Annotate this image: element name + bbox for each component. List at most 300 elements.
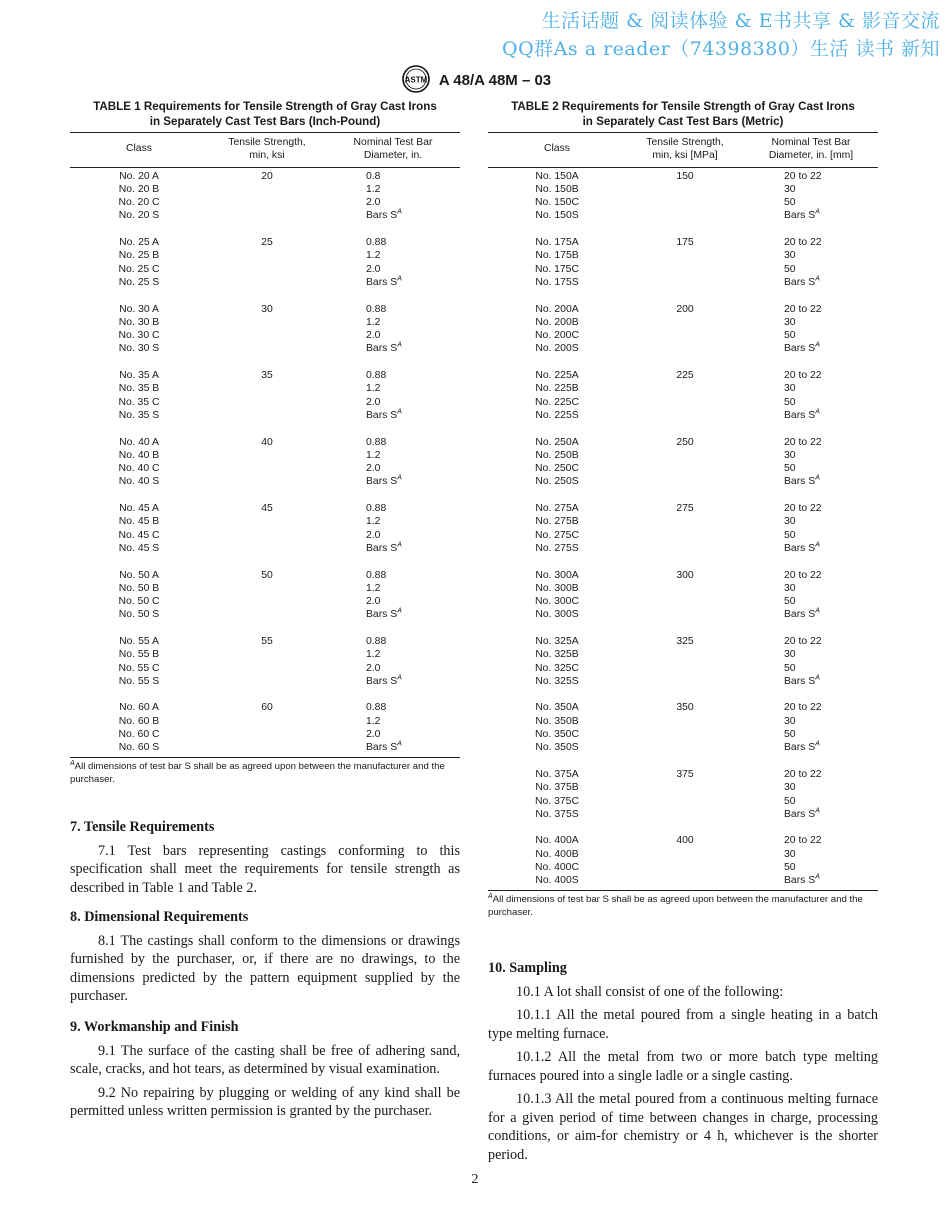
diameter-cell: 20 to 22 [784, 635, 822, 647]
class-cell: No. 45 S [118, 542, 160, 554]
diameter-cell: 50 [784, 463, 796, 475]
class-group [488, 834, 878, 887]
class-group [70, 436, 460, 489]
class-column [70, 303, 208, 356]
diameter-cell: 0.88 [366, 436, 387, 448]
watermark-line-1: 生活话题 & 阅读体验 & E书共享 & 影音交流 [541, 10, 940, 32]
diameter-cell: Bars $S^A$ [784, 740, 820, 754]
strength-cell: 55 [261, 635, 273, 647]
class-cell: No. 350B [535, 715, 579, 727]
class-cell: No. 250B [535, 449, 579, 461]
diameter-cell: Bars $S^A$ [366, 740, 402, 754]
table2-title: TABLE 2 Requirements for Tensile Strength of Gray Cast Irons in Separately Cast Test Bars (Metric) [511, 100, 855, 128]
strength-cell: 45 [261, 503, 273, 515]
diameter-cell: 50 [784, 197, 796, 209]
class-cell: No. 55 A [119, 635, 159, 647]
strength-column [208, 369, 326, 422]
class-cell: No. 325S [535, 675, 579, 687]
diameter-cell: Bars $S^A$ [366, 674, 402, 687]
class-cell: No. 50 C [118, 596, 160, 608]
class-group [70, 569, 460, 622]
diameter-cell: 30 [784, 649, 796, 661]
class-cell: No. 325A [535, 635, 579, 647]
diameter-cell: 1.2 [366, 383, 381, 395]
class-cell: No. 350C [535, 729, 579, 741]
diameter-cell: Bars $S^A$ [784, 674, 820, 687]
class-group [488, 635, 878, 688]
class-cell: No. 50 A [119, 569, 159, 581]
table2 [488, 132, 878, 891]
col-class-header: Class [126, 143, 152, 154]
col-diameter-header: Nominal Test Bar Diameter, in. [mm] [768, 137, 854, 162]
footnote-marker: A [397, 541, 402, 549]
diameter-cell: 2.0 [366, 396, 381, 408]
class-group [488, 569, 878, 622]
diameter-cell: Bars $S^A$ [784, 209, 820, 222]
class-cell: No. 250A [535, 436, 579, 448]
class-cell: No. 30 S [118, 343, 160, 355]
class-cell: No. 30 B [118, 316, 160, 328]
diameter-cell: 0.88 [366, 702, 387, 714]
class-column [488, 768, 626, 821]
diameter-cell: 30 [784, 383, 796, 395]
class-cell: No. 55 C [118, 662, 160, 674]
strength-cell: 375 [676, 768, 694, 780]
diameter-cell: 30 [784, 516, 796, 528]
diameter-cell: 50 [784, 330, 796, 342]
class-cell: No. 225S [535, 409, 579, 421]
table1 [70, 132, 460, 758]
strength-cell: 60 [261, 702, 273, 714]
table1-body [70, 168, 460, 757]
diameter-cell: Bars $S^A$ [784, 807, 820, 820]
class-column [488, 436, 626, 489]
class-cell: No. 300A [535, 569, 579, 581]
class-cell: No. 45 B [118, 516, 160, 528]
diameter-column [326, 635, 460, 688]
footnote-marker: A [815, 209, 820, 217]
class-cell: No. 175C [535, 263, 579, 275]
diameter-cell: 2.0 [366, 463, 381, 475]
strength-column [626, 303, 744, 356]
class-cell: No. 150C [535, 197, 579, 209]
diameter-cell: Bars $S^A$ [366, 408, 402, 421]
class-cell: No. 225B [535, 383, 579, 395]
section-10 [488, 959, 878, 1169]
class-column [488, 236, 626, 289]
diameter-cell: Bars $S^A$ [366, 474, 402, 488]
diameter-column [744, 635, 878, 688]
diameter-column [326, 436, 460, 489]
diameter-cell: Bars $S^A$ [366, 341, 402, 355]
class-cell: No. 375S [535, 808, 579, 820]
strength-cell: 50 [261, 569, 273, 581]
class-cell: No. 225A [535, 370, 579, 382]
class-column [488, 834, 626, 887]
diameter-cell: 20 to 22 [784, 370, 822, 382]
class-cell: No. 200C [535, 330, 579, 342]
diameter-cell: Bars $S^A$ [784, 607, 820, 621]
class-group [488, 369, 878, 422]
diameter-cell: 50 [784, 795, 796, 807]
strength-cell: 150 [676, 170, 694, 182]
class-cell: No. 225C [535, 396, 579, 408]
diameter-cell: 50 [784, 263, 796, 275]
class-cell: No. 200A [535, 303, 579, 315]
class-cell: No. 60 S [118, 742, 160, 754]
strength-column [208, 170, 326, 223]
footnote-marker: A [815, 408, 820, 416]
diameter-column [326, 236, 460, 289]
strength-cell: 225 [676, 370, 694, 382]
col-strength-header: Tensile Strength, min, ksi [MPa] [646, 137, 724, 162]
class-group [488, 502, 878, 555]
diameter-column [744, 236, 878, 289]
strength-column [626, 236, 744, 289]
class-group [70, 635, 460, 688]
diameter-cell: Bars $S^A$ [366, 607, 402, 621]
class-cell: No. 40 S [118, 476, 160, 488]
class-cell: No. 40 B [118, 449, 160, 461]
footnote-marker: A [815, 873, 820, 881]
diameter-cell: Bars $S^A$ [784, 474, 820, 488]
section-9 [70, 1018, 460, 1126]
diameter-cell: 1.2 [366, 316, 381, 328]
diameter-cell: 2.0 [366, 729, 381, 741]
class-cell: No. 25 A [119, 237, 159, 249]
class-cell: No. 400S [535, 875, 579, 887]
footnote-marker: A [815, 607, 820, 615]
strength-cell: 30 [261, 303, 273, 315]
diameter-cell: 50 [784, 596, 796, 608]
footnote-marker: A [815, 674, 820, 682]
class-cell: No. 50 B [118, 582, 160, 594]
diameter-cell: Bars $S^A$ [784, 408, 820, 421]
diameter-cell: 2.0 [366, 596, 381, 608]
strength-cell: 25 [261, 237, 273, 249]
footnote-marker: A [815, 807, 820, 815]
diameter-column [326, 502, 460, 555]
diameter-cell: 30 [784, 782, 796, 794]
diameter-cell: Bars $S^A$ [366, 275, 402, 288]
strength-cell: 275 [676, 503, 694, 515]
strength-cell: 400 [676, 835, 694, 847]
diameter-cell: 20 to 22 [784, 436, 822, 448]
class-cell: No. 20 B [118, 183, 160, 195]
strength-cell: 250 [676, 436, 694, 448]
class-column [70, 635, 208, 688]
footnote-marker: A [815, 341, 820, 349]
class-cell: No. 60 B [118, 715, 160, 727]
class-cell: No. 325C [535, 662, 579, 674]
footnote-marker: A [397, 275, 402, 283]
strength-column [626, 701, 744, 754]
class-cell: No. 35 S [118, 409, 160, 421]
diameter-cell: 30 [784, 715, 796, 727]
diameter-cell: Bars $S^A$ [784, 341, 820, 355]
diameter-cell: 0.88 [366, 370, 387, 382]
diameter-cell: 2.0 [366, 529, 381, 541]
class-cell: No. 25 C [118, 263, 160, 275]
class-cell: No. 20 A [119, 170, 159, 182]
strength-column [208, 701, 326, 754]
paragraph-9-1: 9.1 The surface of the casting shall be free of adhering sand, scale, cracks, and hot tears, as determined by visual examination. [70, 1042, 460, 1077]
col-diameter-header: Nominal Test Bar Diameter, in. [353, 137, 433, 162]
class-cell: No. 150A [535, 170, 579, 182]
table1-header [70, 133, 460, 168]
diameter-cell: 2.0 [366, 662, 381, 674]
diameter-cell: 30 [784, 582, 796, 594]
strength-cell: 40 [261, 436, 273, 448]
section-8 [70, 908, 460, 1011]
diameter-cell: 30 [784, 183, 796, 195]
strength-column [626, 569, 744, 622]
class-cell: No. 350A [535, 702, 579, 714]
diameter-cell: 1.2 [366, 449, 381, 461]
diameter-cell: 30 [784, 316, 796, 328]
footnote-marker: A [815, 474, 820, 482]
diameter-cell: 0.8 [366, 170, 381, 182]
strength-column [626, 502, 744, 555]
class-cell: No. 60 C [118, 729, 160, 741]
table2-footnote: $^A$All dimensions of test bar S shall be as agreed upon between the manufacturer and the purchaser. [488, 892, 863, 918]
class-cell: No. 25 S [118, 276, 160, 288]
page-number: 2 [471, 1172, 479, 1187]
class-cell: No. 400A [535, 835, 579, 847]
diameter-cell: 1.2 [366, 183, 381, 195]
watermark-line-2: QQ群As a reader（74398380）生活 读书 新知 [502, 38, 940, 60]
class-column [70, 502, 208, 555]
diameter-cell: 20 to 22 [784, 569, 822, 581]
footnote-marker: A [815, 275, 820, 283]
diameter-cell: 0.88 [366, 237, 387, 249]
diameter-column [744, 569, 878, 622]
class-cell: No. 300S [535, 609, 579, 621]
class-column [488, 303, 626, 356]
class-cell: No. 55 S [118, 675, 160, 687]
table2-header [488, 133, 878, 168]
diameter-cell: 0.88 [366, 303, 387, 315]
class-group [70, 303, 460, 356]
class-cell: No. 60 A [119, 702, 159, 714]
diameter-cell: 1.2 [366, 582, 381, 594]
diameter-column [744, 834, 878, 887]
class-cell: No. 175A [535, 237, 579, 249]
diameter-cell: Bars $S^A$ [784, 873, 820, 887]
strength-cell: 300 [676, 569, 694, 581]
document-header [0, 64, 950, 98]
class-column [488, 569, 626, 622]
strength-column [626, 436, 744, 489]
diameter-column [326, 170, 460, 223]
footnote-marker: A [397, 740, 402, 748]
class-cell: No. 250C [535, 463, 579, 475]
diameter-column [326, 369, 460, 422]
class-group [488, 701, 878, 754]
class-cell: No. 300C [535, 596, 579, 608]
diameter-cell: 50 [784, 396, 796, 408]
class-cell: No. 175B [535, 250, 579, 262]
diameter-cell: 20 to 22 [784, 237, 822, 249]
diameter-column [744, 170, 878, 223]
svg-text:ASTM: ASTM [404, 75, 428, 85]
class-group [488, 303, 878, 356]
class-cell: No. 150B [535, 183, 579, 195]
class-cell: No. 40 A [119, 436, 159, 448]
class-cell: No. 400B [535, 848, 579, 860]
class-group [488, 436, 878, 489]
class-cell: No. 375B [535, 782, 579, 794]
table1-title: TABLE 1 Requirements for Tensile Strength of Gray Cast Irons in Separately Cast Test Bars (Inch-Pound) [93, 100, 437, 128]
diameter-cell: 0.88 [366, 569, 387, 581]
diameter-cell: 0.88 [366, 503, 387, 515]
diameter-column [326, 569, 460, 622]
class-group [70, 236, 460, 289]
section-9-heading: 9. Workmanship and Finish [70, 1019, 239, 1035]
class-cell: No. 30 A [119, 303, 159, 315]
section-8-heading: 8. Dimensional Requirements [70, 909, 249, 925]
class-column [488, 170, 626, 223]
diameter-cell: 2.0 [366, 197, 381, 209]
diameter-cell: Bars $S^A$ [366, 541, 402, 554]
diameter-column [744, 436, 878, 489]
paragraph-10-1-2: 10.1.2 All the metal from two or more batch type melting furnaces poured into a single ladle or a single casting. [488, 1049, 878, 1084]
class-cell: No. 250S [535, 476, 579, 488]
section-7 [70, 818, 460, 902]
class-cell: No. 175S [535, 276, 579, 288]
footnote-marker: A [815, 740, 820, 748]
diameter-column [744, 303, 878, 356]
class-cell: No. 300B [535, 582, 579, 594]
footnote-marker: A [397, 408, 402, 416]
class-column [70, 569, 208, 622]
diameter-cell: 20 to 22 [784, 835, 822, 847]
strength-column [626, 170, 744, 223]
class-cell: No. 200B [535, 316, 579, 328]
strength-column [208, 635, 326, 688]
class-group [70, 369, 460, 422]
strength-column [626, 635, 744, 688]
class-cell: No. 350S [535, 742, 579, 754]
diameter-cell: 0.88 [366, 635, 387, 647]
class-column [70, 170, 208, 223]
class-group [70, 170, 460, 223]
diameter-cell: 50 [784, 529, 796, 541]
paragraph-9-2: 9.2 No repairing by plugging or welding of any kind shall be permitted unless written permission is granted by the purchaser. [70, 1084, 460, 1119]
diameter-cell: 20 to 22 [784, 303, 822, 315]
class-cell: No. 325B [535, 649, 579, 661]
class-group [488, 170, 878, 223]
strength-column [208, 436, 326, 489]
class-cell: No. 25 B [118, 250, 160, 262]
class-cell: No. 20 S [118, 210, 160, 222]
strength-column [208, 569, 326, 622]
class-cell: No. 20 C [118, 197, 160, 209]
diameter-column [326, 303, 460, 356]
class-group [488, 768, 878, 821]
diameter-cell: Bars $S^A$ [784, 541, 820, 554]
diameter-cell: 30 [784, 848, 796, 860]
section-7-heading: 7. Tensile Requirements [70, 819, 215, 835]
strength-column [208, 236, 326, 289]
class-cell: No. 275B [535, 516, 579, 528]
diameter-cell: 1.2 [366, 649, 381, 661]
diameter-cell: Bars $S^A$ [366, 209, 402, 222]
col-class-header: Class [544, 143, 570, 154]
diameter-cell: 2.0 [366, 330, 381, 342]
footnote-marker: A [397, 674, 402, 682]
diameter-cell: 30 [784, 449, 796, 461]
diameter-column [744, 768, 878, 821]
class-cell: No. 55 B [118, 649, 160, 661]
strength-column [626, 369, 744, 422]
diameter-cell: 30 [784, 250, 796, 262]
class-cell: No. 35 A [119, 370, 159, 382]
class-cell: No. 40 C [118, 463, 160, 475]
footnote-marker: A [397, 607, 402, 615]
class-cell: No. 50 S [118, 609, 160, 621]
class-column [488, 701, 626, 754]
diameter-cell: 1.2 [366, 250, 381, 262]
strength-cell: 175 [676, 237, 694, 249]
table1-footnote: $^A$All dimensions of test bar S shall be as agreed upon between the manufacturer and the purchaser. [70, 759, 445, 785]
class-cell: No. 375C [535, 795, 579, 807]
class-cell: No. 45 C [118, 529, 160, 541]
footnote-marker: A [815, 541, 820, 549]
section-10-heading: 10. Sampling [488, 960, 567, 976]
table2-body [488, 168, 878, 890]
diameter-column [744, 701, 878, 754]
diameter-cell: Bars $S^A$ [784, 275, 820, 288]
strength-cell: 200 [676, 303, 694, 315]
diameter-column [744, 369, 878, 422]
class-group [70, 701, 460, 754]
strength-cell: 350 [676, 702, 694, 714]
paragraph-10-1-3: 10.1.3 All the metal poured from a continuous melting furnace for a given period of time between changes in charge, processing conditions, or aim-for chemistry or 4 h, whichever is the shorter period. [488, 1091, 878, 1163]
designation: A 48/A 48M – 03 [438, 71, 552, 89]
diameter-cell: 20 to 22 [784, 170, 822, 182]
class-cell: No. 30 C [118, 330, 160, 342]
strength-cell: 20 [261, 170, 273, 182]
class-cell: No. 200S [535, 343, 579, 355]
strength-cell: 35 [261, 370, 273, 382]
class-cell: No. 45 A [119, 503, 159, 515]
diameter-cell: 50 [784, 662, 796, 674]
diameter-cell: 2.0 [366, 263, 381, 275]
class-group [488, 236, 878, 289]
class-column [70, 236, 208, 289]
paragraph-7-1: 7.1 Test bars representing castings conforming to this specification shall meet the requirements for tensile strength as described in Table 1 and Table 2. [70, 842, 460, 896]
strength-column [208, 502, 326, 555]
class-cell: No. 275S [535, 542, 579, 554]
col-strength-header: Tensile Strength, min, ksi [228, 137, 306, 162]
strength-column [626, 834, 744, 887]
diameter-cell: 50 [784, 862, 796, 874]
strength-column [208, 303, 326, 356]
class-cell: No. 400C [535, 862, 579, 874]
diameter-column [326, 701, 460, 754]
diameter-cell: 20 to 22 [784, 702, 822, 714]
footnote-marker: A [397, 341, 402, 349]
class-column [488, 635, 626, 688]
paragraph-10-1: 10.1 A lot shall consist of one of the following: [516, 983, 784, 1000]
diameter-cell: 20 to 22 [784, 768, 822, 780]
paragraph-8-1: 8.1 The castings shall conform to the dimensions or drawings furnished by the purchaser, or, if there are no drawings, to the dimensions predicted by the pattern equipment supplied by the purchaser. [70, 932, 460, 1004]
diameter-cell: 1.2 [366, 516, 381, 528]
class-cell: No. 150S [535, 210, 579, 222]
class-column [70, 701, 208, 754]
footnote-marker: A [397, 474, 402, 482]
